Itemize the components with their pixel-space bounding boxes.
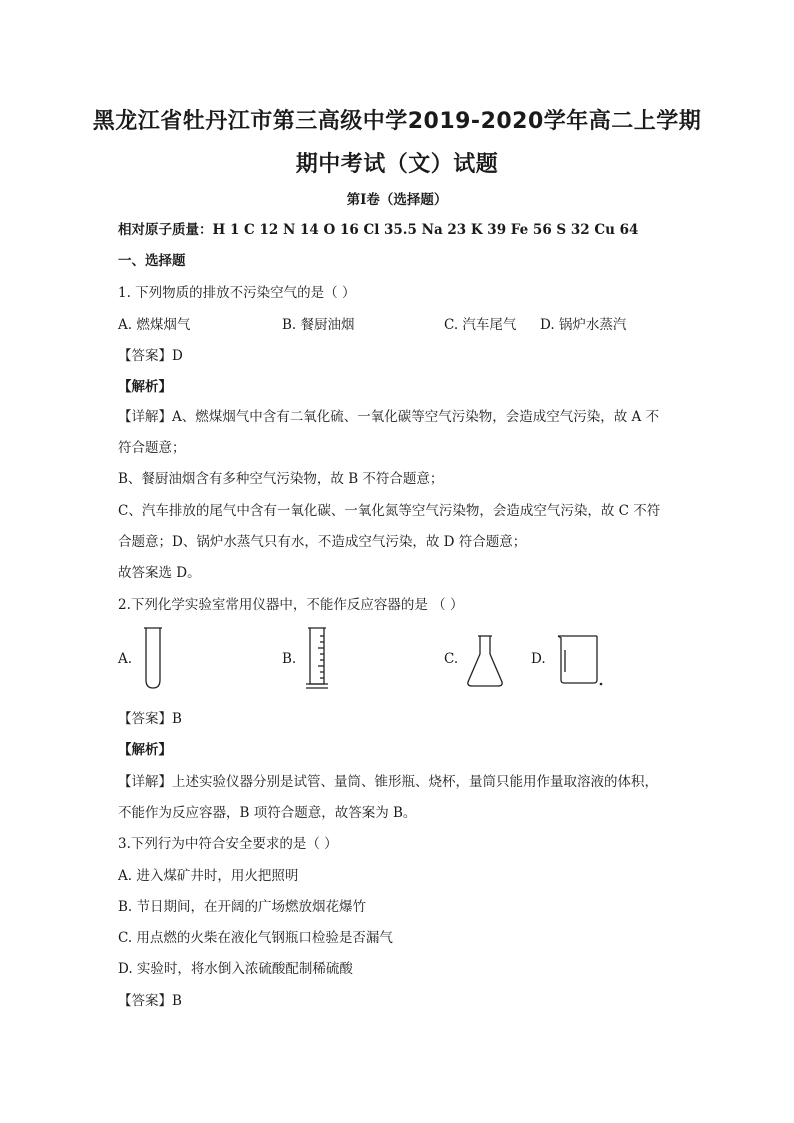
q2-stem: 2.下列化学实验室常用仪器中，不能作反应容器的是 （ ）: [118, 597, 464, 613]
exam-title-line2: 期中考试（文）试题: [295, 152, 499, 177]
q1-option-a: A. 燃煤烟气: [118, 317, 191, 333]
q2-option-a: A.: [118, 651, 133, 667]
q1-detail-line: 【详解】A、燃煤烟气中含有二氧化硫、一氧化碳等空气污染物，会造成空气污染，故 A 不: [118, 409, 660, 425]
q1-stem: 1. 下列物质的排放不污染空气的是（ ）: [118, 285, 356, 301]
q1-option-b: B. 餐厨油烟: [282, 317, 355, 333]
conical-flask-icon: [465, 634, 505, 690]
q1-analysis-label: 【解析】: [118, 379, 172, 395]
q3-stem: 3.下列行为中符合安全要求的是（ ）: [118, 836, 338, 852]
graduated-cylinder-icon: [302, 626, 332, 692]
q3-option-c: C. 用点燃的火柴在液化气钢瓶口检验是否漏气: [118, 930, 393, 946]
volume-heading: 第Ⅰ卷（选择题）: [346, 192, 448, 208]
q2-answer: 【答案】B: [118, 711, 182, 727]
q1-detail-line: C、汽车排放的尾气中含有一氧化碳、一氧化氮等空气污染物，会造成空气污染，故 C 不符: [118, 503, 661, 519]
beaker-icon: [555, 632, 605, 688]
test-tube-icon: [142, 626, 164, 690]
q1-detail-line: 合题意；D、锅炉水蒸气只有水，不造成空气污染，故 D 符合题意；: [118, 534, 527, 550]
q2-option-d: D.: [531, 651, 546, 667]
q2-detail-line: 【详解】上述实验仪器分别是试管、量筒、锥形瓶、烧杯，量筒只能用作量取溶液的体积，: [118, 774, 658, 790]
q1-answer: 【答案】D: [118, 348, 183, 364]
q3-option-a: A. 进入煤矿井时，用火把照明: [118, 868, 299, 884]
q2-analysis-label: 【解析】: [118, 742, 172, 758]
q1-detail-line: 符合题意；: [118, 440, 186, 456]
q3-option-d: D. 实验时，将水倒入浓硫酸配制稀硫酸: [118, 961, 353, 977]
q1-detail-line: 故答案选 D。: [118, 565, 201, 581]
q2-detail-line: 不能作为反应容器，B 项符合题意，故答案为 B。: [118, 805, 417, 821]
q1-option-c: C. 汽车尾气: [444, 317, 517, 333]
atomic-mass-line: 相对原子质量：H 1 C 12 N 14 O 16 Cl 35.5 Na 23 K 39 Fe 56 S 32 Cu 64: [118, 222, 639, 238]
q2-option-b: B.: [282, 651, 297, 667]
q1-option-d: D. 锅炉水蒸汽: [540, 317, 627, 333]
q1-detail-line: B、餐厨油烟含有多种空气污染物，故 B 不符合题意；: [118, 471, 444, 487]
q3-answer: 【答案】B: [118, 993, 182, 1009]
exam-title-line1: 黑龙江省牡丹江市第三高级中学2019-2020学年高二上学期: [92, 109, 702, 134]
q2-option-c: C.: [444, 651, 459, 667]
section-heading: 一、选择题: [118, 253, 186, 269]
q3-option-b: B. 节日期间，在开阔的广场燃放烟花爆竹: [118, 899, 367, 915]
